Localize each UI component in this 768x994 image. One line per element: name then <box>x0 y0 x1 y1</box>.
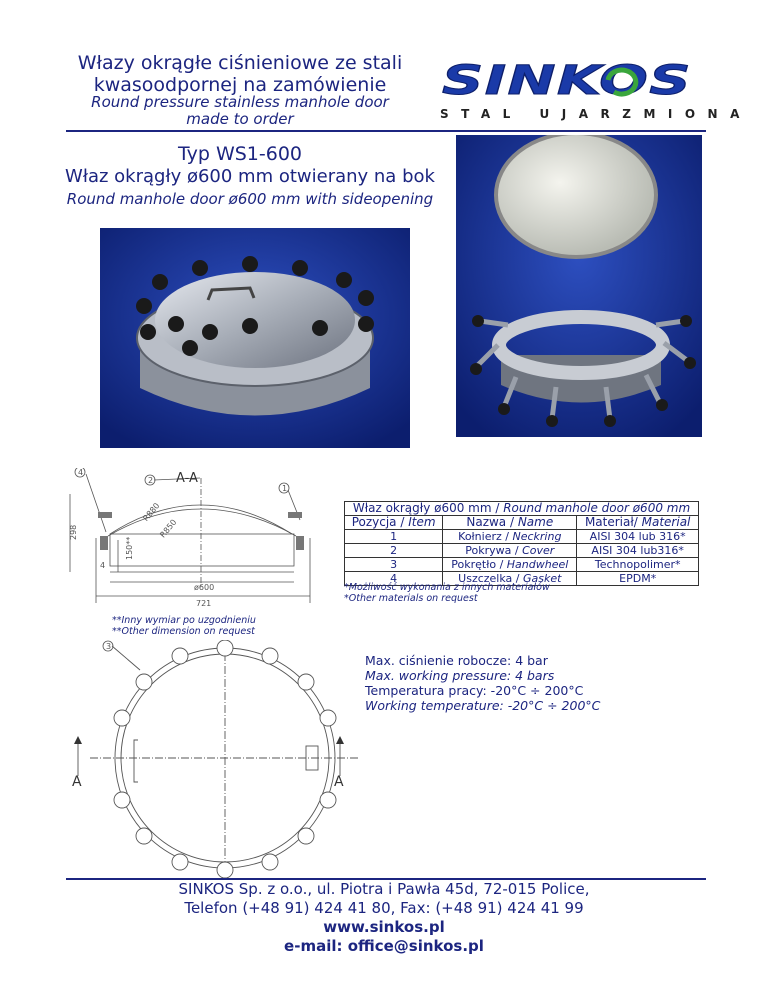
dim-600: ø600 <box>194 583 215 592</box>
dimension-note <box>112 615 256 637</box>
dim-298: 298 <box>69 524 78 540</box>
footer-address: SINKOS Sp. z o.o., ul. Piotra i Pawła 45d, 72-015 Police, <box>178 880 590 898</box>
dimension-note-pl: **Inny wymiar po uzgodnieniu <box>112 615 256 626</box>
balloon-4: 4 <box>78 468 84 477</box>
table-row: 1 Kołnierz / Neckring AISI 304 lub 316* <box>345 530 699 544</box>
section-label: A-A <box>176 471 198 486</box>
spec-temp-en: Working temperature: -20°C ÷ 200°C <box>365 698 601 713</box>
balloon-3: 3 <box>106 642 112 651</box>
spec-pressure-pl: Max. ciśnienie robocze: 4 bar <box>365 653 548 668</box>
dim-r850: R850 <box>158 517 179 540</box>
specifications <box>365 653 600 713</box>
dimension-note-en: **Other dimension on request <box>112 626 255 637</box>
header-divider <box>66 130 706 132</box>
col-position: Pozycja / Item <box>345 516 443 530</box>
header-title-en-line2: made to order <box>186 110 294 128</box>
header-title-en-line1: Round pressure stainless manhole door <box>91 93 389 111</box>
section-drawing <box>60 468 340 610</box>
materials-note <box>344 582 550 604</box>
col-name: Nazwa / Name <box>443 516 577 530</box>
dim-150: 150** <box>125 536 134 560</box>
table-header-row <box>345 516 699 530</box>
balloon-2: 2 <box>148 476 154 485</box>
dim-721: 721 <box>196 599 212 608</box>
col-material: Materiał/ Material <box>577 516 699 530</box>
table-row: 4 Uszczelka / Gasket EPDM* <box>345 572 699 586</box>
product-type: Typ WS1-600 <box>177 143 303 165</box>
photo-open-manhole <box>456 135 702 437</box>
table-row: 2 Pokrywa / Cover AISI 304 lub316* <box>345 544 699 558</box>
photo-closed-manhole <box>100 228 410 448</box>
parts-table <box>344 501 699 586</box>
table-row: 3 Pokrętło / Handwheel Technopolimer* <box>345 558 699 572</box>
footer <box>0 880 768 956</box>
table-title-row: Właz okrągły ø600 mm / Round manhole door ø600 mm <box>345 502 699 516</box>
footer-phone: Telefon (+48 91) 424 41 80, Fax: (+48 91) 424 41 99 <box>184 899 584 917</box>
footer-email-link[interactable]: e-mail: office@sinkos.pl <box>284 937 484 955</box>
table-title-pl: Właz okrągły ø600 mm <box>352 501 492 515</box>
spec-pressure-en: Max. working pressure: 4 bars <box>365 668 555 683</box>
dim-4: 4 <box>100 561 106 570</box>
header-title-pl-line1: Włazy okrągłe ciśnieniowe ze stali <box>77 52 403 74</box>
logo-text: SINKOS <box>442 58 692 104</box>
cut-label-right: A <box>334 774 344 790</box>
product-name-pl: Właz okrągły ø600 mm otwierany na bok <box>65 166 435 187</box>
header-title-en <box>70 94 410 128</box>
footer-web-link[interactable]: www.sinkos.pl <box>323 918 445 936</box>
balloon-1: 1 <box>282 484 288 493</box>
materials-note-pl: *Możliwość wykonania z innych materiałów <box>344 582 550 593</box>
product-name-en: Round manhole door ø600 mm with sideopening <box>66 190 434 208</box>
header-title-pl-line2: kwasoodpornej na zamówienie <box>93 74 387 96</box>
materials-note-en: *Other materials on request <box>344 593 478 604</box>
header-title-pl <box>70 52 410 96</box>
cut-label-left: A <box>72 774 82 790</box>
spec-temp-pl: Temperatura pracy: -20°C ÷ 200°C <box>365 683 584 698</box>
logo-tagline: STAL UJARZMIONA <box>440 107 752 121</box>
top-view-drawing <box>70 640 360 880</box>
dim-r880: R880 <box>141 501 162 523</box>
table-title-en: Round manhole door ø600 mm <box>503 501 691 515</box>
